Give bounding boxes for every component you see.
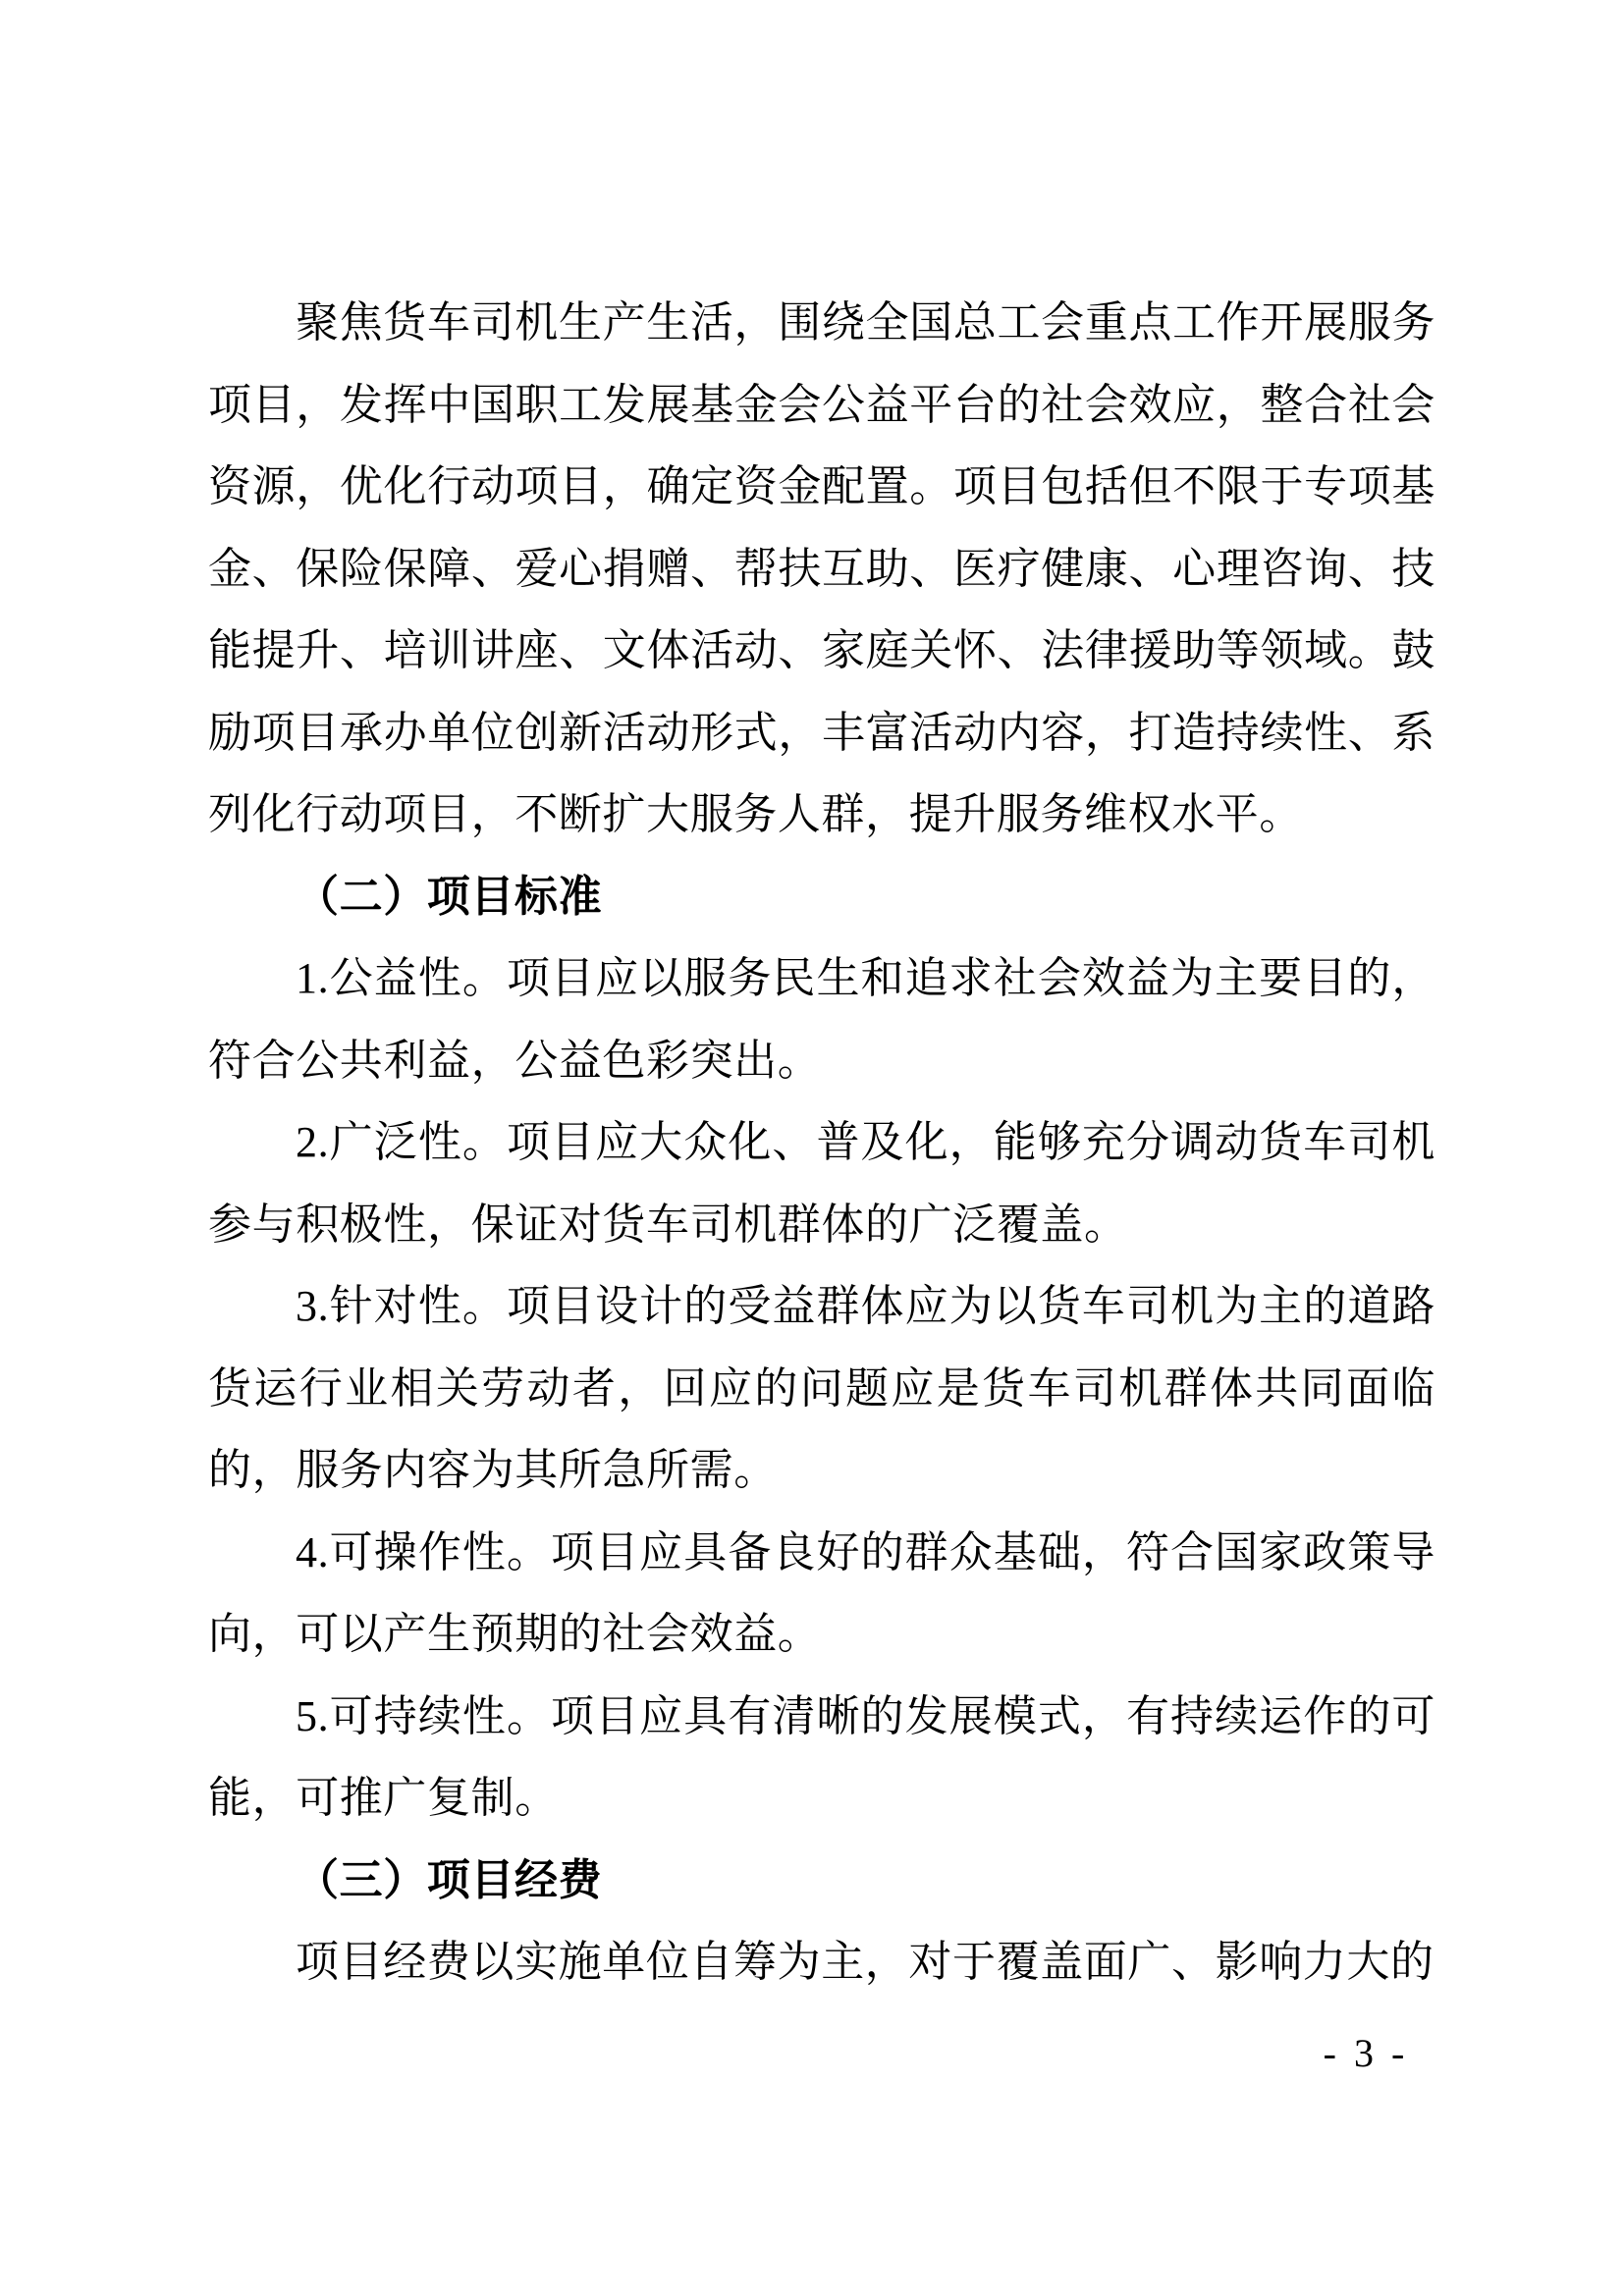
paragraph-standard-4-operability: 4.可操作性。项目应具备良好的群众基础，符合国家政策导向，可以产生预期的社会效益。 (208, 1527, 1435, 1658)
paragraph-funding-source: 项目经费以实施单位自筹为主，对于覆盖面广、影响力大的 (296, 1938, 1435, 1986)
page-number: - 3 - (1323, 2031, 1409, 2075)
paragraph-standard-1-public-benefit: 1.公益性。项目应以服务民生和追求社会效益为主要目的，符合公共利益，公益色彩突出。 (208, 954, 1435, 1085)
paragraph-standard-3-targeted: 3.针对性。项目设计的受益群体应为以货车司机为主的道路货运行业相关劳动者，回应的问题应是货车司机群体共同面临的，服务内容为其所急所需。 (208, 1282, 1435, 1494)
paragraph-standard-2-broadness: 2.广泛性。项目应大众化、普及化，能够充分调动货车司机参与积极性，保证对货车司机群体的广泛覆盖。 (208, 1118, 1435, 1249)
section-heading-project-standards: （二）项目标准 (296, 872, 603, 921)
paragraph-standard-5-sustainability: 5.可持续性。项目应具有清晰的发展模式，有持续运作的可能，可推广复制。 (208, 1691, 1435, 1822)
paragraph-focus-services: 聚焦货车司机生产生活，围绕全国总工会重点工作开展服务项目，发挥中国职工发展基金会公益平台的社会效应，整合社会资源，优化行动项目，确定资金配置。项目包括但不限于专项基金、保险保障、爱心捐赠、帮扶互助、医疗健康、心理咨询、技能提升、培训讲座、文体活动、家庭关怀、法律援助等领域。鼓励项目承办单位创新活动形式，丰富活动内容，打造持续性、系列化行动项目，不断扩大服务人群，提升服务维权水平。 (208, 298, 1435, 838)
document-body (208, 282, 1435, 2003)
section-heading-project-funding: （三）项目经费 (296, 1855, 603, 1904)
